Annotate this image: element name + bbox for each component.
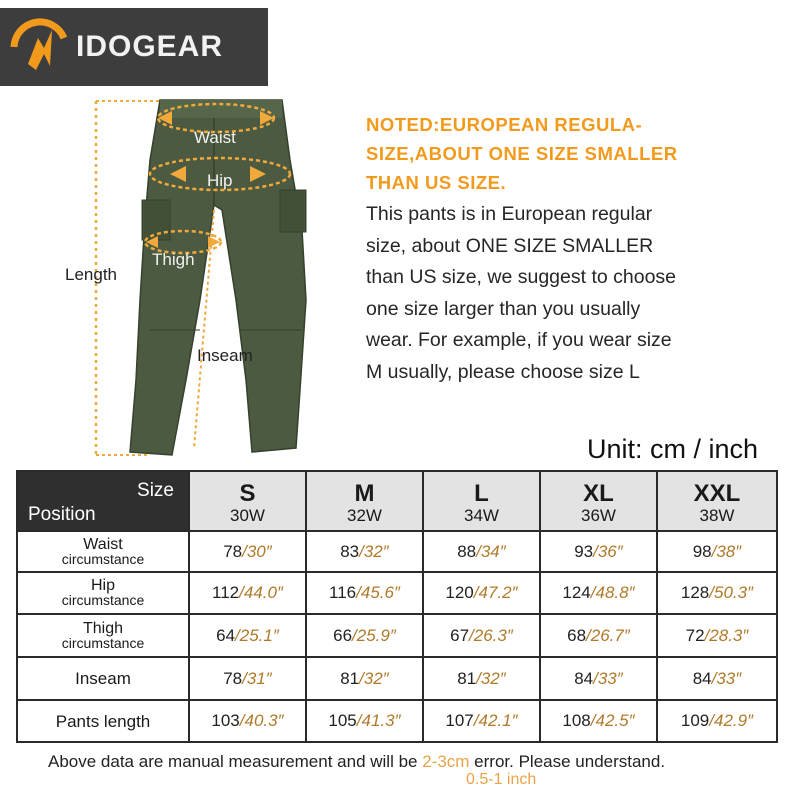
cm-value: 98 (692, 541, 712, 561)
pants-shape (130, 100, 306, 455)
table-cell (657, 614, 777, 657)
table-cell (423, 657, 540, 700)
inch-value: /28.3″ (704, 625, 749, 645)
inch-value: /26.7″ (586, 625, 630, 645)
size-header-row (17, 471, 777, 531)
row-label (17, 657, 189, 700)
footer-highlight: 2-3cm (422, 752, 470, 771)
table-cell (540, 700, 657, 742)
unit-label: Unit: cm / inch (587, 434, 759, 464)
cm-value: 124 (562, 583, 591, 602)
table-cell (540, 572, 657, 614)
note-body-line: wear. For example, if you wear size (366, 329, 672, 351)
footer-text-after: error. Please understand. (469, 752, 666, 771)
cm-value: 116 (329, 583, 357, 602)
cm-value: 66 (333, 625, 353, 645)
table-cell (423, 700, 540, 742)
table-row (17, 700, 777, 742)
cm-value: 107 (445, 711, 474, 730)
inseam-label: Inseam (197, 346, 253, 365)
table-cell (189, 700, 306, 742)
table-cell (306, 700, 423, 742)
size-name: L (474, 479, 489, 507)
size-waist: 38W (699, 505, 735, 525)
cm-value: 84 (692, 668, 712, 688)
corner-size-label: Size (137, 480, 174, 501)
footer-text-before: Above data are manual measurement and will be (48, 752, 423, 771)
inch-value: /25.9″ (352, 625, 396, 645)
table-cell (657, 700, 777, 742)
cm-value: 103 (211, 711, 240, 730)
table-cell (423, 531, 540, 572)
table-row (17, 572, 777, 614)
brand-logo (0, 8, 268, 86)
row-label-main: Inseam (75, 669, 131, 688)
note-title-line: SIZE,ABOUT ONE SIZE SMALLER (366, 143, 678, 164)
cm-value: 93 (574, 541, 594, 561)
thigh-label: Thigh (152, 250, 195, 269)
table-cell (540, 657, 657, 700)
row-label (17, 531, 189, 572)
table-row (17, 657, 777, 700)
cm-value: 81 (340, 668, 360, 688)
row-label-sub: circumstance (61, 592, 145, 608)
table-cell (423, 614, 540, 657)
table-cell (657, 657, 777, 700)
footer-note (48, 752, 665, 772)
note-body-line: M usually, please choose size L (366, 360, 640, 383)
size-name: XL (583, 479, 614, 507)
inch-value: /50.3″ (709, 583, 754, 602)
size-waist: 32W (347, 505, 382, 525)
cm-value: 78 (223, 668, 243, 688)
waist-label: Waist (194, 128, 236, 147)
pants-diagram (0, 90, 360, 470)
size-waist: 36W (581, 505, 616, 525)
row-label (17, 700, 189, 742)
table-row (17, 614, 777, 657)
hip-label: Hip (207, 171, 233, 190)
note-body-line: than US size, we suggest to choose (366, 266, 677, 288)
size-header (189, 471, 306, 531)
note-title-line: NOTED:EUROPEAN REGULA- (366, 114, 643, 135)
size-table (16, 470, 778, 743)
inch-value: /31″ (242, 668, 272, 688)
table-cell (540, 614, 657, 657)
table-cell (189, 572, 306, 614)
cm-value: 109 (680, 711, 710, 730)
size-header (423, 471, 540, 531)
size-name: M (354, 479, 375, 507)
size-header (540, 471, 657, 531)
cm-value: 88 (457, 541, 477, 561)
cm-value: 78 (223, 541, 243, 561)
size-header (306, 471, 423, 531)
row-label-main: Hip (90, 577, 115, 594)
row-label-main: Thigh (82, 619, 124, 637)
inch-value: /42.9″ (709, 711, 754, 730)
note-title-line: THAN US SIZE. (366, 172, 507, 193)
inch-value: /30″ (242, 541, 272, 561)
cm-value: 120 (445, 583, 474, 602)
cm-value: 64 (216, 625, 236, 645)
cm-value: 108 (562, 711, 591, 730)
size-waist: 30W (230, 505, 265, 525)
table-corner (17, 471, 189, 531)
row-label-sub: circumstance (61, 550, 145, 567)
table-cell (189, 657, 306, 700)
inch-value: /36″ (593, 541, 623, 561)
cm-value: 112 (212, 583, 240, 602)
table-cell (657, 572, 777, 614)
cm-value: 83 (340, 541, 360, 561)
table-cell (189, 614, 306, 657)
table-cell (306, 614, 423, 657)
size-name: XXL (693, 479, 741, 507)
inch-value: /32″ (476, 668, 506, 688)
table-cell (306, 657, 423, 700)
cm-value: 84 (574, 668, 594, 688)
inch-value: /45.6″ (356, 583, 400, 602)
note-body (366, 199, 786, 388)
inch-value: /47.2″ (473, 583, 518, 602)
note-title (366, 110, 786, 197)
table-cell (540, 531, 657, 572)
table-cell (423, 572, 540, 614)
cm-value: 67 (450, 625, 470, 645)
size-table-body (17, 531, 777, 742)
brand-logo-icon (4, 8, 74, 86)
inch-value: /33″ (593, 668, 623, 688)
inch-value: /32″ (359, 668, 389, 688)
row-label-main: Pants length (55, 711, 151, 731)
table-cell (189, 531, 306, 572)
row-label-main: Waist (83, 535, 123, 553)
row-label-sub: circumstance (61, 634, 145, 651)
row-label (17, 572, 189, 614)
inch-value: /25.1″ (235, 625, 279, 645)
inch-value: /40.3″ (239, 711, 284, 730)
table-cell (306, 572, 423, 614)
brand-name: IDOGEAR (76, 30, 224, 63)
size-waist: 34W (464, 505, 499, 525)
row-label (17, 614, 189, 657)
cm-value: 81 (457, 668, 477, 688)
cm-value: 68 (567, 625, 587, 645)
inch-value: /48.8″ (590, 583, 635, 602)
inch-value: /32″ (359, 541, 389, 561)
inch-value: /34″ (476, 541, 506, 561)
cm-value: 105 (328, 711, 357, 730)
inch-value: /33″ (711, 668, 742, 688)
length-label: Length (65, 265, 117, 284)
inch-value: /41.3″ (356, 711, 401, 730)
footer-inch-note: 0.5-1 inch (466, 771, 537, 788)
inch-value: /42.1″ (473, 711, 518, 730)
table-cell (306, 531, 423, 572)
cm-value: 128 (680, 583, 710, 602)
corner-position-label: Position (28, 504, 96, 525)
inch-value: /44.0″ (239, 583, 283, 602)
note-body-line: one size larger than you usually (366, 297, 641, 320)
size-header (657, 471, 777, 531)
cm-value: 72 (685, 625, 705, 645)
note-body-line: size, about ONE SIZE SMALLER (366, 234, 654, 257)
size-name: S (239, 479, 256, 507)
inch-value: /26.3″ (469, 625, 513, 645)
table-row (17, 531, 777, 572)
note-body-line: This pants is in European regular (366, 203, 653, 225)
table-cell (657, 531, 777, 572)
inch-value: /42.5″ (590, 711, 635, 730)
thigh-arrow-right (208, 236, 220, 248)
inch-value: /38″ (711, 541, 742, 561)
